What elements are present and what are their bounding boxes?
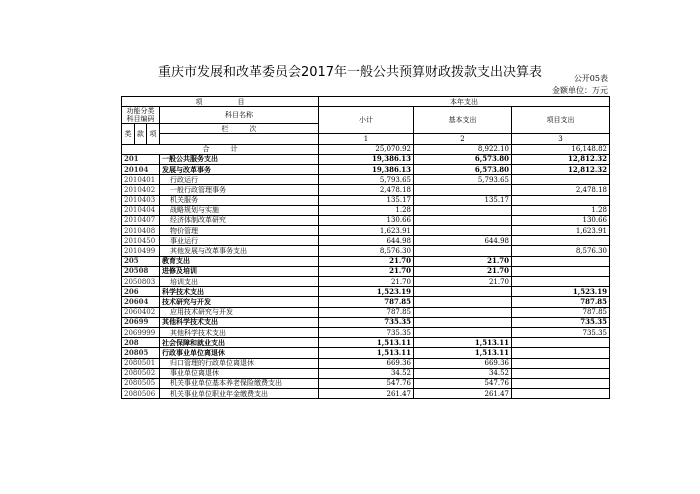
func-class-line2: 科目编码: [126, 115, 155, 124]
row-name: 机关服务: [160, 195, 319, 205]
row-code: 208: [122, 338, 160, 348]
row-basic: 669.36: [414, 358, 512, 368]
row-code: 2080502: [122, 368, 160, 378]
row-basic: [414, 226, 512, 236]
row-code: 2050803: [122, 277, 160, 287]
table-row: [122, 205, 610, 215]
item-group-header: 项 目: [122, 97, 319, 107]
row-project: [512, 256, 610, 266]
row-basic: 644.98: [414, 236, 512, 246]
total-basic: 8,922.10: [414, 144, 512, 154]
table-row: [122, 195, 610, 205]
row-code: 2010404: [122, 205, 160, 215]
form-code: 公开05表: [573, 74, 608, 83]
row-subtotal: 21.70: [319, 277, 414, 287]
expenditure-table: [121, 96, 610, 399]
table-row: [122, 236, 610, 246]
lei-header: 类: [122, 124, 135, 144]
row-project: 1,523.19: [512, 287, 610, 297]
row-code: 20699: [122, 317, 160, 327]
row-code: 20508: [122, 266, 160, 276]
row-code: 2069999: [122, 327, 160, 337]
col-number-2: 2: [414, 134, 512, 144]
xiang-header: 项: [147, 124, 160, 144]
col-number-1: 1: [319, 134, 414, 144]
row-subtotal: 644.98: [319, 236, 414, 246]
subject-name-header: 科目名称: [160, 107, 319, 124]
row-name: 其他发展与改革事务支出: [160, 246, 319, 256]
table-row: [122, 378, 610, 388]
row-project: [512, 277, 610, 287]
row-name: 教育支出: [160, 256, 319, 266]
year-expense-header: 本年支出: [319, 97, 610, 107]
row-code: 2010450: [122, 236, 160, 246]
row-project: [512, 389, 610, 399]
table-row: [122, 164, 610, 174]
row-subtotal: 787.85: [319, 297, 414, 307]
row-basic: 21.70: [414, 277, 512, 287]
row-name: 进修及培训: [160, 266, 319, 276]
row-basic: [414, 327, 512, 337]
row-code: 2060402: [122, 307, 160, 317]
row-code: 206: [122, 287, 160, 297]
total-project: 16,148.82: [512, 144, 610, 154]
table-row: [122, 277, 610, 287]
row-code: 2080505: [122, 378, 160, 388]
row-subtotal: 261.47: [319, 389, 414, 399]
row-basic: 21.70: [414, 256, 512, 266]
column-number-row: [122, 134, 610, 144]
row-subtotal: 735.35: [319, 317, 414, 327]
table-row: [122, 348, 610, 358]
row-project: 1.28: [512, 205, 610, 215]
table-row: [122, 266, 610, 276]
header-row-1: [122, 97, 610, 107]
project-header: 项目支出: [512, 107, 610, 134]
row-code: 20104: [122, 164, 160, 174]
row-code: 205: [122, 256, 160, 266]
row-subtotal: 2,478.18: [319, 185, 414, 195]
table-row: [122, 185, 610, 195]
row-name: 培训支出: [160, 277, 319, 287]
kuan-header: 款: [135, 124, 147, 144]
row-name: 一般行政管理事务: [160, 185, 319, 195]
table-row: [122, 246, 610, 256]
row-code: 2080506: [122, 389, 160, 399]
row-subtotal: 21.70: [319, 266, 414, 276]
row-basic: 261.47: [414, 389, 512, 399]
row-subtotal: 19,386.13: [319, 164, 414, 174]
row-project: 8,576.30: [512, 246, 610, 256]
table-row: [122, 297, 610, 307]
row-project: [512, 348, 610, 358]
row-code: 20805: [122, 348, 160, 358]
row-name: 发展与改革事务: [160, 164, 319, 174]
row-project: 787.85: [512, 307, 610, 317]
row-project: [512, 378, 610, 388]
row-subtotal: 19,386.13: [319, 154, 414, 164]
row-name: 机关事业单位基本养老保险缴费支出: [160, 378, 319, 388]
row-name: 行政事业单位离退休: [160, 348, 319, 358]
table-row: [122, 327, 610, 337]
row-name: 科学技术支出: [160, 287, 319, 297]
func-class-line1: 功能分类: [126, 107, 155, 116]
row-basic: [414, 287, 512, 297]
table-row: [122, 358, 610, 368]
table-row: [122, 256, 610, 266]
row-subtotal: 5,793.65: [319, 175, 414, 185]
row-code: 2010407: [122, 215, 160, 225]
row-basic: 6,573.80: [414, 164, 512, 174]
row-name: 战略规划与实施: [160, 205, 319, 215]
row-project: 12,812.32: [512, 164, 610, 174]
table-row: [122, 389, 610, 399]
row-basic: [414, 317, 512, 327]
row-subtotal: 8,576.30: [319, 246, 414, 256]
row-name: 一般公共服务支出: [160, 154, 319, 164]
row-name: 事业运行: [160, 236, 319, 246]
row-subtotal: 1,623.91: [319, 226, 414, 236]
row-basic: [414, 246, 512, 256]
row-subtotal: 787.85: [319, 307, 414, 317]
total-row: [122, 144, 610, 154]
row-basic: 21.70: [414, 266, 512, 276]
table-row: [122, 317, 610, 327]
row-code: 2010403: [122, 195, 160, 205]
row-subtotal: 1,513.11: [319, 348, 414, 358]
row-basic: 135.17: [414, 195, 512, 205]
row-project: 787.85: [512, 297, 610, 307]
page-title: 重庆市发展和改革委员会2017年一般公共预算财政拨款支出决算表: [157, 65, 543, 80]
row-name: 技术研究与开发: [160, 297, 319, 307]
subtotal-header: 小计: [319, 107, 414, 134]
row-name: 行政运行: [160, 175, 319, 185]
table-row: [122, 368, 610, 378]
row-subtotal: 21.70: [319, 256, 414, 266]
row-name: 事业单位离退休: [160, 368, 319, 378]
table-row: [122, 287, 610, 297]
row-name: 机关事业单位职业年金缴费支出: [160, 389, 319, 399]
row-name: 应用技术研究与开发: [160, 307, 319, 317]
row-basic: 1,513.11: [414, 338, 512, 348]
row-subtotal: 1.28: [319, 205, 414, 215]
header-row-2: [122, 107, 610, 124]
table-row: [122, 307, 610, 317]
total-subtotal: 25,070.92: [319, 144, 414, 154]
row-code: 20604: [122, 297, 160, 307]
row-code: 2080501: [122, 358, 160, 368]
total-label: 合 计: [122, 144, 319, 154]
col-number-3: 3: [512, 134, 610, 144]
row-project: [512, 266, 610, 276]
row-code: 2010499: [122, 246, 160, 256]
row-name: 经济体制改革研究: [160, 215, 319, 225]
row-project: 735.35: [512, 327, 610, 337]
row-subtotal: 1,513.11: [319, 338, 414, 348]
row-code: 201: [122, 154, 160, 164]
row-name: 归口管理的行政单位离退休: [160, 358, 319, 368]
row-basic: 1,513.11: [414, 348, 512, 358]
row-subtotal: 130.66: [319, 215, 414, 225]
table-row: [122, 215, 610, 225]
row-project: 12,812.32: [512, 154, 610, 164]
table-row: [122, 175, 610, 185]
row-name: 其他科学技术支出: [160, 317, 319, 327]
row-basic: 34.52: [414, 368, 512, 378]
row-basic: 547.76: [414, 378, 512, 388]
row-project: 130.66: [512, 215, 610, 225]
row-project: [512, 368, 610, 378]
row-code: 2010401: [122, 175, 160, 185]
row-basic: [414, 185, 512, 195]
row-subtotal: 34.52: [319, 368, 414, 378]
row-name: 物价管理: [160, 226, 319, 236]
row-subtotal: 547.76: [319, 378, 414, 388]
row-project: [512, 358, 610, 368]
row-name: 社会保障和就业支出: [160, 338, 319, 348]
row-project: [512, 338, 610, 348]
table-row: [122, 338, 610, 348]
basic-header: 基本支出: [414, 107, 512, 134]
func-class-header: [122, 107, 160, 124]
row-project: 2,478.18: [512, 185, 610, 195]
row-code: 2010408: [122, 226, 160, 236]
row-project: [512, 195, 610, 205]
unit-label: 金额单位：万元: [552, 86, 608, 95]
row-subtotal: 735.35: [319, 327, 414, 337]
row-code: 2010402: [122, 185, 160, 195]
row-project: 735.35: [512, 317, 610, 327]
lanci-spacer: [160, 134, 319, 144]
row-basic: [414, 215, 512, 225]
row-subtotal: 135.17: [319, 195, 414, 205]
row-name: 其他科学技术支出: [160, 327, 319, 337]
row-project: [512, 175, 610, 185]
row-subtotal: 669.36: [319, 358, 414, 368]
row-project: [512, 236, 610, 246]
row-project: 1,623.91: [512, 226, 610, 236]
table-row: [122, 226, 610, 236]
row-subtotal: 1,523.19: [319, 287, 414, 297]
row-basic: 6,573.80: [414, 154, 512, 164]
lanci-label: 栏 次: [160, 124, 319, 134]
row-basic: [414, 297, 512, 307]
table-row: [122, 154, 610, 164]
row-basic: [414, 307, 512, 317]
row-basic: [414, 205, 512, 215]
row-basic: 5,793.65: [414, 175, 512, 185]
